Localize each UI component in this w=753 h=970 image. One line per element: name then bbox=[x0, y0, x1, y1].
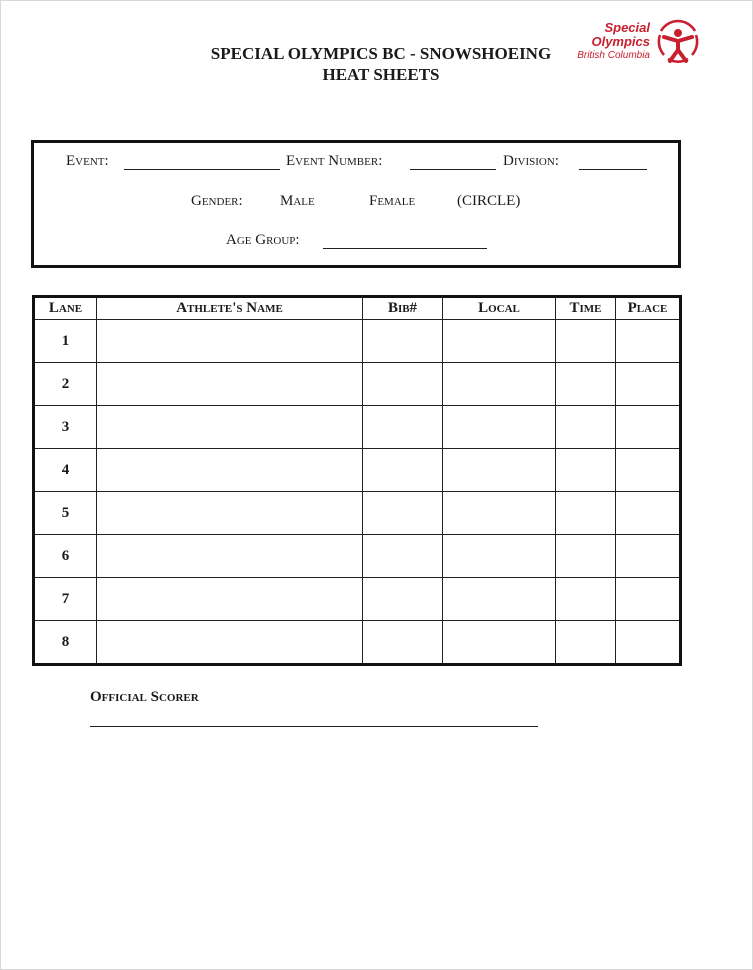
gender-male-option[interactable]: Male bbox=[280, 193, 315, 209]
local-cell[interactable] bbox=[443, 621, 556, 665]
bib-cell[interactable] bbox=[363, 492, 443, 535]
time-cell[interactable] bbox=[556, 320, 616, 363]
place-cell[interactable] bbox=[616, 492, 681, 535]
division-label: Division: bbox=[503, 153, 559, 169]
table-row bbox=[34, 492, 681, 535]
event-number-label: Event Number: bbox=[286, 153, 383, 169]
athlete-name-cell[interactable] bbox=[97, 578, 363, 621]
col-header-place: Place bbox=[616, 297, 681, 320]
time-cell[interactable] bbox=[556, 492, 616, 535]
table-row bbox=[34, 406, 681, 449]
athlete-name-cell[interactable] bbox=[97, 492, 363, 535]
table-row bbox=[34, 535, 681, 578]
local-cell[interactable] bbox=[443, 449, 556, 492]
lane-number: 7 bbox=[34, 578, 97, 621]
lane-number: 5 bbox=[34, 492, 97, 535]
bib-cell[interactable] bbox=[363, 621, 443, 665]
place-cell[interactable] bbox=[616, 578, 681, 621]
table-row bbox=[34, 449, 681, 492]
event-details-box bbox=[31, 140, 681, 268]
place-cell[interactable] bbox=[616, 449, 681, 492]
logo-text-olympics: Olympics bbox=[591, 34, 650, 49]
time-cell[interactable] bbox=[556, 363, 616, 406]
place-cell[interactable] bbox=[616, 535, 681, 578]
gender-female-option[interactable]: Female bbox=[369, 193, 416, 209]
bib-cell[interactable] bbox=[363, 363, 443, 406]
table-row bbox=[34, 578, 681, 621]
col-header-lane: Lane bbox=[34, 297, 97, 320]
time-cell[interactable] bbox=[556, 578, 616, 621]
local-cell[interactable] bbox=[443, 363, 556, 406]
col-header-bib: Bib# bbox=[363, 297, 443, 320]
col-header-athlete-name: Athlete's Name bbox=[97, 297, 363, 320]
table-row bbox=[34, 363, 681, 406]
event-number-field[interactable] bbox=[410, 169, 496, 170]
lane-number: 1 bbox=[34, 320, 97, 363]
bib-cell[interactable] bbox=[363, 406, 443, 449]
lane-number: 3 bbox=[34, 406, 97, 449]
time-cell[interactable] bbox=[556, 406, 616, 449]
col-header-time: Time bbox=[556, 297, 616, 320]
athlete-name-cell[interactable] bbox=[97, 449, 363, 492]
heat-results-table bbox=[32, 295, 682, 666]
col-header-local: Local bbox=[443, 297, 556, 320]
event-label: Event: bbox=[66, 153, 109, 169]
local-cell[interactable] bbox=[443, 492, 556, 535]
lane-number: 4 bbox=[34, 449, 97, 492]
bib-cell[interactable] bbox=[363, 578, 443, 621]
lane-number: 2 bbox=[34, 363, 97, 406]
athlete-name-cell[interactable] bbox=[97, 320, 363, 363]
athlete-name-cell[interactable] bbox=[97, 363, 363, 406]
athlete-name-cell[interactable] bbox=[97, 621, 363, 665]
logo-text-province: British Columbia bbox=[577, 50, 650, 61]
local-cell[interactable] bbox=[443, 535, 556, 578]
lane-number: 8 bbox=[34, 621, 97, 665]
place-cell[interactable] bbox=[616, 363, 681, 406]
document-title: SPECIAL OLYMPICS BC - SNOWSHOEING bbox=[210, 44, 552, 63]
circle-instruction: (CIRCLE) bbox=[457, 193, 521, 209]
place-cell[interactable] bbox=[616, 320, 681, 363]
bib-cell[interactable] bbox=[363, 320, 443, 363]
local-cell[interactable] bbox=[443, 578, 556, 621]
time-cell[interactable] bbox=[556, 449, 616, 492]
bib-cell[interactable] bbox=[363, 535, 443, 578]
age-group-field[interactable] bbox=[323, 248, 487, 249]
table-row bbox=[34, 621, 681, 665]
local-cell[interactable] bbox=[443, 406, 556, 449]
table-header-row bbox=[34, 297, 681, 320]
place-cell[interactable] bbox=[616, 621, 681, 665]
athlete-name-cell[interactable] bbox=[97, 535, 363, 578]
special-olympics-logo bbox=[563, 17, 708, 67]
age-group-label: Age Group: bbox=[226, 232, 300, 248]
table-row bbox=[34, 320, 681, 363]
event-field[interactable] bbox=[124, 169, 280, 170]
document-subtitle: HEAT SHEETS bbox=[322, 65, 440, 84]
official-scorer-signature-line[interactable] bbox=[90, 726, 538, 727]
lane-number: 6 bbox=[34, 535, 97, 578]
official-scorer-label: Official Scorer bbox=[90, 689, 199, 705]
division-field[interactable] bbox=[579, 169, 647, 170]
time-cell[interactable] bbox=[556, 535, 616, 578]
logo-text-special: Special bbox=[604, 20, 650, 35]
place-cell[interactable] bbox=[616, 406, 681, 449]
bib-cell[interactable] bbox=[363, 449, 443, 492]
special-olympics-emblem-icon bbox=[654, 17, 702, 67]
athlete-name-cell[interactable] bbox=[97, 406, 363, 449]
local-cell[interactable] bbox=[443, 320, 556, 363]
gender-label: Gender: bbox=[191, 193, 243, 209]
time-cell[interactable] bbox=[556, 621, 616, 665]
